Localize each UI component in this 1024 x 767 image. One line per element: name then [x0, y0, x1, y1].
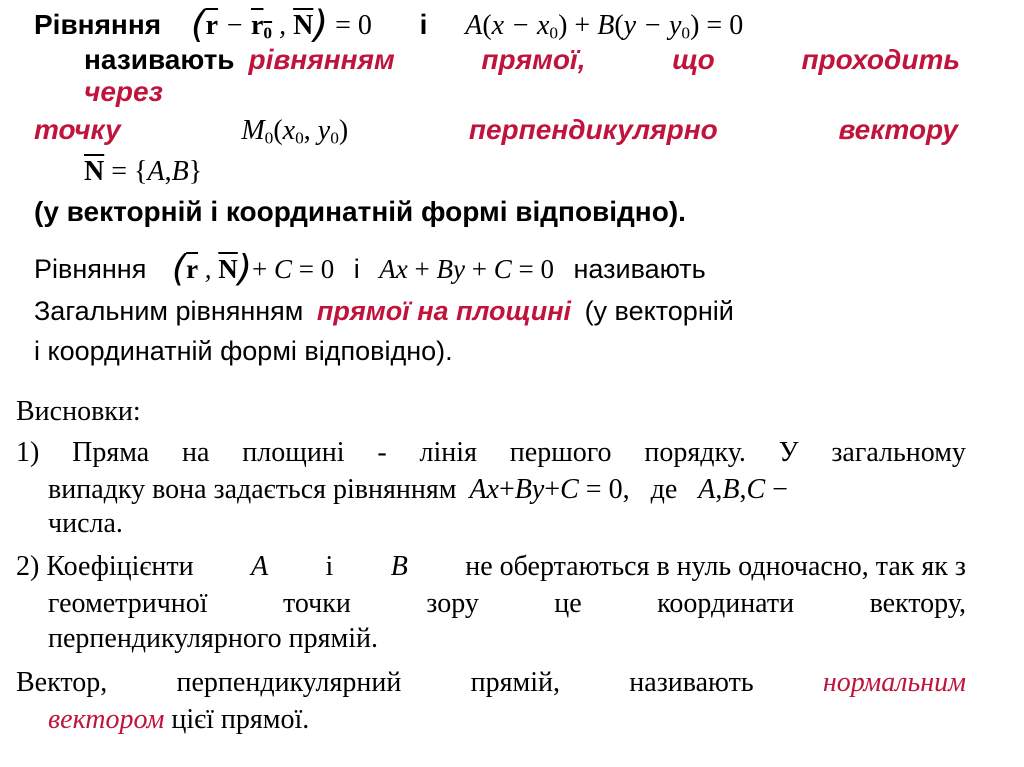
conclusions-title: Висновки: [16, 396, 141, 427]
vector-n-def: $\overline{N} = \{A,B\}$ [84, 156, 203, 187]
red-normal: нормальним [822, 667, 966, 698]
red-vector: вектором [48, 704, 165, 735]
text-line-4 [34, 114, 958, 148]
text-i-2: і [353, 254, 360, 284]
vector-line1: Вектор, перпендикулярний прямій, називають нормальним [16, 667, 966, 698]
item1-line1: 1) Пряма на площині - лінія першого порядку. У загальному [16, 437, 966, 468]
item2-text-c: не обертаються в нуль одночасно, так як з [465, 551, 966, 582]
vector-equation-2: ($\overline{r}$ , $\overline{N})+ C = 0$ [171, 247, 335, 290]
formula-line-2 [34, 247, 706, 290]
red-text-3c: вектору [838, 114, 958, 145]
text-this-line: цієї прямої. [171, 704, 310, 735]
text-named-2: називають [573, 254, 706, 284]
text-vector-form: (у векторній [584, 296, 734, 326]
red-text-1: рівнянням прямої, що проходить [248, 44, 960, 75]
item1-text-a: випадку вона задається рівнянням [48, 474, 457, 505]
red-text-3b: перпендикулярно [468, 114, 718, 145]
general-equation: Ax+By+C = 0, [469, 474, 630, 505]
text-line-2 [84, 44, 960, 76]
item2-line3: перпендикулярного прямій. [48, 623, 378, 654]
coef-b: B [390, 551, 408, 582]
coef-a: A [251, 551, 269, 582]
text-rivnyannya-1: Рівняння [34, 9, 162, 40]
item2-text-i: і [325, 551, 334, 582]
paren-note-1: (у векторній і координатній формі відповідно). [34, 196, 686, 227]
point-m0: $M_0(x_0$, $y_0$) [241, 115, 349, 148]
item2-line2: геометричної точки зору це координати вектору, [48, 588, 966, 619]
item1-line2 [48, 474, 788, 506]
item2-line1 [16, 551, 966, 583]
item1-text-de: де [650, 474, 678, 505]
red-text-3a: точку [34, 114, 121, 145]
text-i-1: і [419, 9, 428, 40]
paren-note-2: і координатній формі відповідно). [34, 336, 453, 366]
text-general: Загальним рівнянням [34, 296, 304, 326]
vector-equation-1: ($\overline{r} - r_0$ , $\overline{N}) = 0$ [190, 2, 372, 46]
item1-line3: числа. [48, 508, 123, 539]
vector-line2 [48, 704, 309, 736]
coord-equation-2: Ax + By + C = 0 [379, 254, 554, 284]
text-line-general [34, 296, 734, 327]
text-rivnyannya-2: Рівняння [34, 254, 147, 284]
coord-equation-1: $A(x - x_0) + B(y - y_0) = 0$ [465, 10, 744, 43]
red-text-2: через [84, 76, 163, 107]
text-named-1: називають [84, 44, 235, 75]
coefficients-abc: A,B,C − [698, 474, 788, 505]
formula-line-1 [34, 2, 964, 46]
item2-text-a: 2) Коефіцієнти [16, 551, 194, 582]
red-text-plane: прямої на площині [316, 296, 572, 326]
